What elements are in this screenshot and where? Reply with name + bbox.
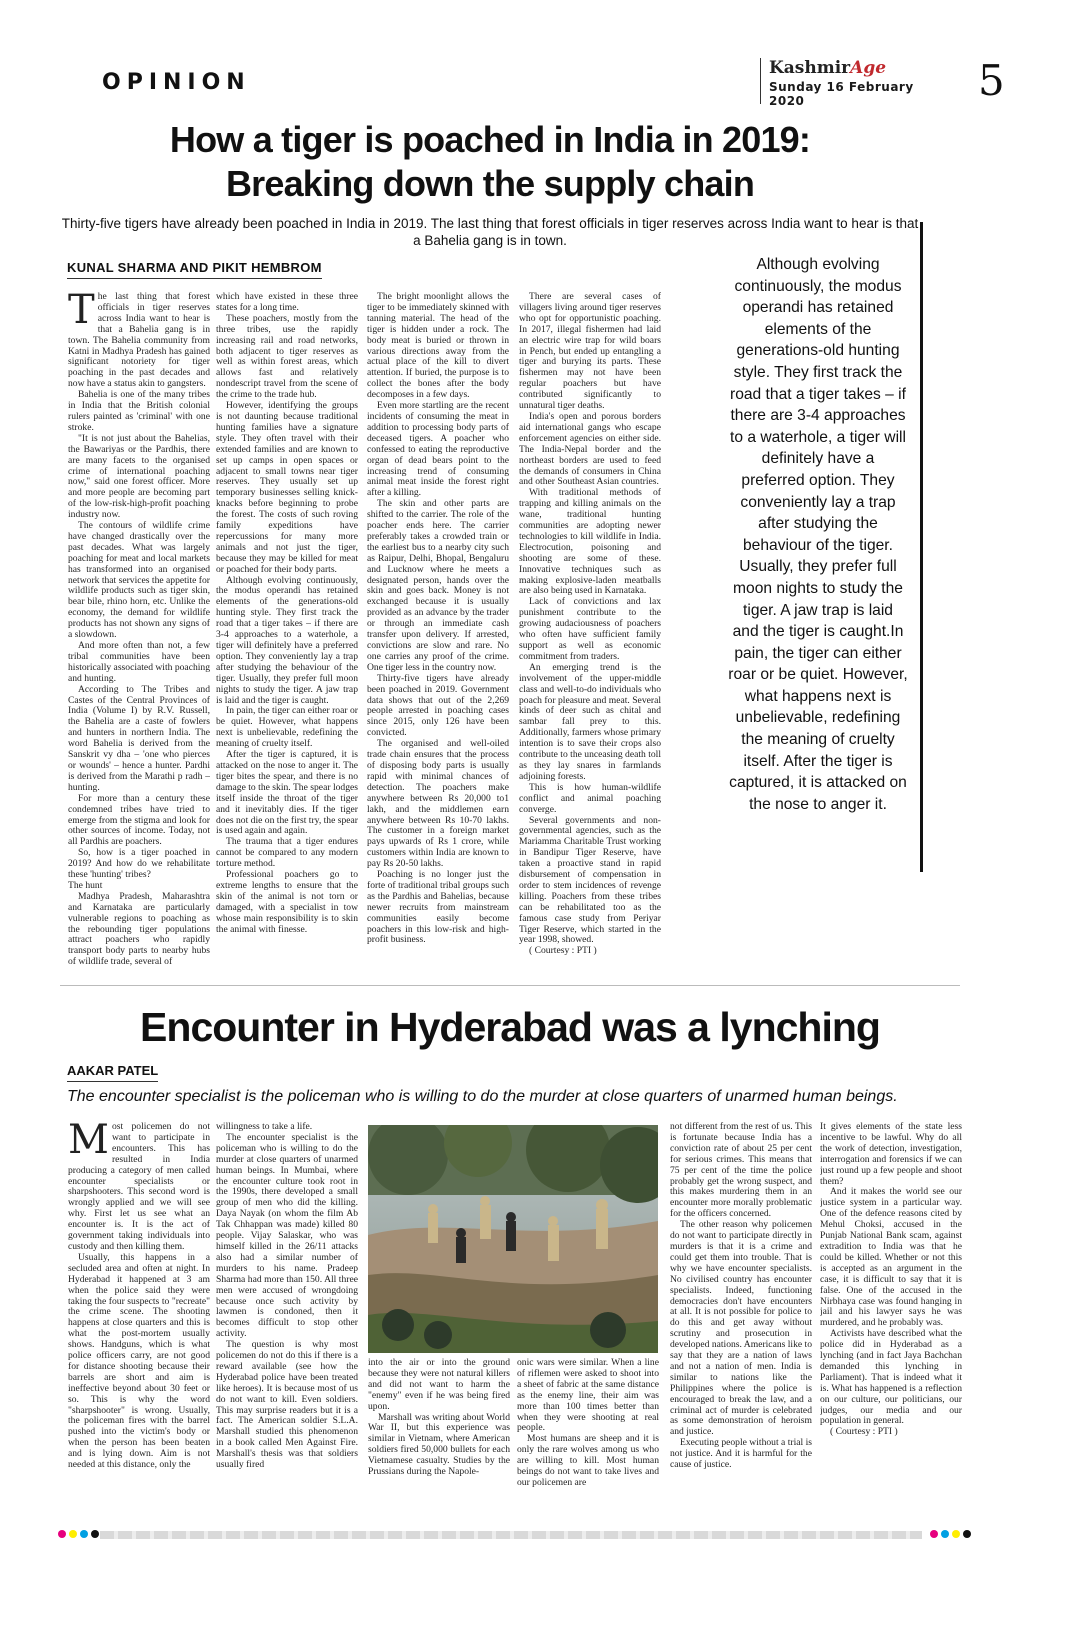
print-strip xyxy=(100,1531,922,1539)
dropcap: T xyxy=(68,292,95,333)
subheading: The hunt xyxy=(68,879,103,891)
article2-column-1: Most policemen do not want to participate in encounters. This has resulted in India producing a category of men called encounter specialists or sharpshooters. This second word is wrongly applied and we will see why. First let us see what an encounter is. It is the act of government taking individuals into custody and then killing them. Usually, this happens in a secluded area and often at night. In Hyderabad it happened at 3 am when the police said they were taking the four suspects to "recreate" the crime scene. The shooting happens at close quarters and this is what the post-mortem usually shows. Handguns, which is what police officers carry, are not good for distance shooting because their barrels are short and aim is ineffective beyond about 30 feet or so. This is why the word "sharpshooter" is wrong. Usually, the policeman fires with the barrel pushed into the victim's body or when the person has been beaten and is lying down. Aim is not needed at this distance, only the xyxy=(68,1122,210,1471)
article-divider xyxy=(60,985,960,986)
article2-column-5: not different from the rest of us. This is fortunate because India has a conviction rate of about 25 per cent for serious crimes. This means that 75 per cent of the time the police probably get the wrong suspect, and this makes murdering them in an encounter more morally problematic for the officers concerned. The other reason why policemen do not want to participate directly in murders is that it is a crime and could get them into trouble. That is why we have encounter specialists. No civilised country has encounter specialists. Indeed, functioning democracies don't have encounters at all. It is not possible for police to do this and get away without scrutiny and prosecution in developed nations. Americans like to say that they are a nation of laws and not a nation of men. India is similar to nations like the Philippines where the police is encouraged to break the law, and a criminal act of murder is celebrated as some demonstration of heroism and justice. Executing people without a trial is not justice. And it is harmful for the cause of justice. xyxy=(670,1122,812,1471)
section-label: OPINION xyxy=(102,70,251,95)
article1-headline: How a tiger is poached in India in 2019: Breaking down the supply chain xyxy=(169,119,811,204)
article1-credit: ( Courtesy : PTI ) xyxy=(529,945,597,957)
registration-dot xyxy=(91,1530,99,1538)
article1-column-3: The bright moonlight allows the tiger to be immediately skinned with tanning material. The head of the tiger is hidden under a rock. The body meat is buried or thrown in various directions away from the actual place of the kill to divert attention. If buried, the purpose is to collect the bones after the body decomposes in a few days. Even more startling are the recent incidents of consuming the meat in addition to processing body parts of deceased tigers. A poacher who confessed to eating the reproductive organ of dead bears point to the increasing trend of consuming animal meat inside the forest right after a killing. The skin and other parts are shifted to the carrier. The role of the poacher ends here. The carrier preferably takes a crowded train or the earliest bus to a nearby city such as Raipur, Delhi, Bhopal, Bengaluru and Lucknow where he meets a designated person, hands over the skin and goes back. Money is not exchanged because it is usually provided as an advance by the trader or through an immediate cash transfer upon delivery. If arrested, convictions are slow and rare. No one carries any proof of the crime. One tiger less in the country now. Thirty-five tigers have already been poached in 2019. Government data shows that out of the 2,269 people arrested in poaching cases since 2015, only 126 have been convicted. The organised and well-oiled trade chain ensures that the process of disposing body parts is usually rapid with minimal chances of detection. The poachers make anywhere between Rs 20,000 to1 lakh, and the middlemen earn anywhere between Rs 10-70 lakhs. The customer in a foreign market pays upwards of Rs 1 crore, while customers within India are known to pay Rs 20-50 lakhs. Poaching is no longer just the forte of traditional tribal groups such as the Pardhis and Bahelias, because newer recruits from mainstream communities easily become poachers in this low-risk and high-profit business. xyxy=(367,292,509,946)
page-number: 5 xyxy=(978,56,1005,105)
article2-byline: AAKAR PATEL xyxy=(67,1063,158,1082)
article2-credit: ( Courtesy : PTI ) xyxy=(830,1426,898,1438)
article2-standfirst: The encounter specialist is the policeman who is willing to do the murder at close quarters of unarmed human beings. xyxy=(67,1088,898,1105)
registration-dot xyxy=(58,1530,66,1538)
article2-column-2: willingness to take a life. The encounter specialist is the policeman who is willing to do the murder at close quarters of unarmed human beings. In Mumbai, where the encounter culture took root in the 1990s, there developed a small group of men who did the killing. Daya Nayak (on whom the film Ab Tak Chhappan was made) killed 80 people. Vijay Salaskar, who was himself killed in the 26/11 attacks also had a similar number of murders to his name. Pradeep Sharma had more than 150. All three men were accused of wrongdoing because once such activity by lawmen is condoned, then it becomes difficult to stop other activity. The question is why most policemen do not do this if there is a reward available (see how the Hyderabad police have been treated like heroes). It is because most of us do not want to kill. Even soldiers. This may surprise readers but it is a fact. The American soldier S.L.A. Marshall studied this phenomenon in a book called Men Against Fire. Marshall's thesis was that soldiers usually fired xyxy=(216,1122,358,1471)
news-photo xyxy=(368,1125,658,1353)
registration-dot xyxy=(930,1530,938,1538)
registration-marks-right xyxy=(930,1530,971,1538)
masthead-logo: KashmirAge xyxy=(769,58,887,78)
pullquote: Although evolving continuously, the modus operandi has retained elements of the generations-old hunting style. They first track the road that a tiger takes – if there are 3-4 approaches to a waterhole, a tiger will definitely have a preferred option. They conveniently lay a trap after studying the behaviour of the tiger. Usually, they prefer full moon nights to study the tiger. A jaw trap is laid and the tiger is caught.In pain, the tiger can either roar or be quiet. However, what happens next is unbelievable, redefining the meaning of cruelty itself. After the tiger is captured, it is attacked on the nose to anger it. xyxy=(728,256,908,813)
masthead xyxy=(760,58,950,108)
issue-date: Sunday 16 February 2020 xyxy=(769,80,914,108)
article1-standfirst: Thirty-five tigers have already been poached in India in 2019. The last thing that forest officials in tiger reserves across India want to hear is that a Bahelia gang is in town. xyxy=(61,216,919,248)
registration-marks-left xyxy=(58,1530,99,1538)
article2-column-3: into the air or into the ground because they were not natural killers and did not want to harm the "enemy" even if he was being fired upon. Marshall was writing about World War II, but this experience was similar in Vietnam, where American soldiers fired 50,000 bullets for each Vietnamese casualty. Studies by the Prussians during the Napole- xyxy=(368,1358,510,1478)
police-scene-photo xyxy=(368,1125,658,1353)
article1-column-1: The last thing that forest officials in tiger reserves across India want to hear is that a Bahelia gang is in town. The Bahelia community from Katni in Madhya Pradesh has gained significant notoriety for tiger poaching in the past decades and now have a status akin to gangsters. Bahelia is one of the many tribes in India that the British colonial rulers painted as 'criminal' with one stroke. "It is not just about the Bahelias, the Bawariyas or the Pardhis, there are many facets to the organised crime of international poaching now," said one forest officer. More and more people are becoming part of the low-risk-high-profit poaching industry now. The contours of wildlife crime have changed drastically over the past decades. What was largely poaching for meat and local markets has transformed into an organised network that services the appetite for wildlife products such as tiger skin, bear bile, rhino horn, etc. Unlike the economy, the demand for wildlife products has not shown any signs of a slowdown. And more often than not, a few tribal communities have been historically associated with poaching and hunting. According to The Tribes and Castes of the Central Provinces of India (Volume I) by R.V. Russell, the Bahelia are a caste of fowlers and hunters in northern India. The word Bahelia is derived from the Sanskrit vy dha – 'one who pierces or wounds' – hence a hunter. Pardhi is derived from the Marathi p radh – hunting. For more than a century these condemned tribes have tried to emerge from the stigma and look for other sources of income. Today, not all Pardhis are poachers. So, how is a tiger poached in 2019? And how do we rehabilitate these 'hunting' tribes? The hunt Madhya Pradesh, Maharashtra and Karnataka are particularly vulnerable regions to poaching as the rebounding tiger populations attract poachers who rapidly transport body parts to nearby hubs of wildlife trade, several of xyxy=(68,292,210,968)
article2-column-6: It gives elements of the state less incentive to be lawful. Why do all the work of detection, investigation, interrogation and forensics if we can just round up a few people and shoot them? And it makes the world see our justice system in a particular way. One of the defence reasons cited by Mehul Choksi, accused in the Punjab National Bank scam, against extradition to India was that he could be killed. Whether or not this is accepted as an argument in the case, it is difficult to say that it is false. One of the accused in the Nirbhaya case was found hanging in jail and his lawyer says he was murdered, and he probably was. Activists have described what the police did in Hyderabad as a lynching (and in fact Jaya Bachchan demanded this lynching in Parliament). That is indeed what it is. What has happened is a reflection on our culture, our politicians, our judges, our media and our population in general. ( Courtesy : PTI ) xyxy=(820,1122,962,1438)
article1-byline: KUNAL SHARMA AND PIKIT HEMBROM xyxy=(67,260,322,279)
registration-dot xyxy=(963,1530,971,1538)
registration-dot xyxy=(80,1530,88,1538)
article1-column-2: which have existed in these three states for a long time. These poachers, mostly from the three tribes, use the rapidly increasing rail and road networks, both adjacent to tiger reserves as well as within forest areas, which allows fast and relatively nondescript travel from the scene of the crime to the trade hub. However, identifying the groups is not daunting because traditional hunting families have a signature style. They often travel with their extended families and are known to set up camps in open spaces or adjacent to small towns near tiger reserves. They usually set up temporary businesses selling knick-knacks before beginning to probe the forest. The costs of such roving family expeditions have repercussions for many more animals and not just the tiger, because they may be killed for meat or poached for their body parts. Although evolving continuously, the modus operandi has retained elements of the generations-old hunting style. They first track the road that a tiger takes – if there are 3-4 approaches to a waterhole, a tiger will definitely have a preferred option. They conveniently lay a trap after studying the behaviour of the tiger. Usually, they prefer full moon nights to study the tiger. A jaw trap is laid and the tiger is caught. In pain, the tiger can either roar or be quiet. However, what happens next is unbelievable, redefining the meaning of cruelty itself. After the tiger is captured, it is attacked on the nose to anger it. The tiger bites the spear, and there is no damage to the skin. The spear lodges itself inside the throat of the tiger and it inevitably dies. If the tiger does not die on the first try, the spear is used again and again. The trauma that a tiger endures cannot be compared to any modern torture method. Professional poachers go to extreme lengths to ensure that the skin of the animal is not torn or damaged, with a specialist in tow whose main responsibility is to skin the animal with finesse. xyxy=(216,292,358,935)
article1-column-4: There are several cases of villagers living around tiger reserves who opt for opportunistic poaching. In 2017, illegal fishermen had laid an electric wire trap for wild boars in Pench, but ended up entangling a tiger and burying its parts. These fishermen may not have been regular poachers but have contributed significantly to unnatural tiger deaths. India's open and porous borders aid international gangs who escape enforcement agencies on either side. The India-Nepal border and the northeast borders are used to feed the demands of consumers in China and other Southeast Asian countries. With traditional methods of trapping and killing animals on the wane, traditional hunting communities are adopting newer technologies to kill wildlife in India. Electrocution, poisoning and shooting are some of these. Innovative techniques such as making explosive-laden meatballs are also being used in Karnataka. Lack of convictions and lax punishment contribute to the growing audaciousness of poachers who often have sufficient family support as well as economic commitment from traders. An emerging trend is the involvement of the upper-middle class and well-to-do individuals who poach for pleasure and meat. Several kinds of deer such as chital and sambar fall prey to this. Additionally, farmers whose primary intention is to save their crops also contribute to the unceasing death toll as they lay snares in farmlands adjoining forests. This is how human-wildlife conflict and animal poaching converge. Several governments and non-governmental agencies, such as the Mariamma Charitable Trust working in Bandipur Tiger Reserve, have taken a proactive stand in rapid disbursement of compensation in order to stem incidences of revenge killing. Poachers from these tribes can be rehabilitated too as the famous case study from Periyar Tiger Reserve, which started in the year 1998, showed. ( Courtesy : PTI ) xyxy=(519,292,661,957)
article2-headline: Encounter in Hyderabad was a lynching xyxy=(140,1004,880,1050)
registration-dot xyxy=(952,1530,960,1538)
pullquote-rule xyxy=(920,222,923,872)
registration-dot xyxy=(69,1530,77,1538)
dropcap: M xyxy=(68,1122,109,1163)
article2-column-4: onic wars were similar. When a line of riflemen were asked to shoot into a sheet of fabric at the same distance as the enemy line, their aim was more than 100 times better than when they were shooting at real people. Most humans are sheep and it is only the rare wolves among us who are willing to kill. Most human beings do not want to take lives and our policemen are xyxy=(517,1358,659,1488)
registration-dot xyxy=(941,1530,949,1538)
